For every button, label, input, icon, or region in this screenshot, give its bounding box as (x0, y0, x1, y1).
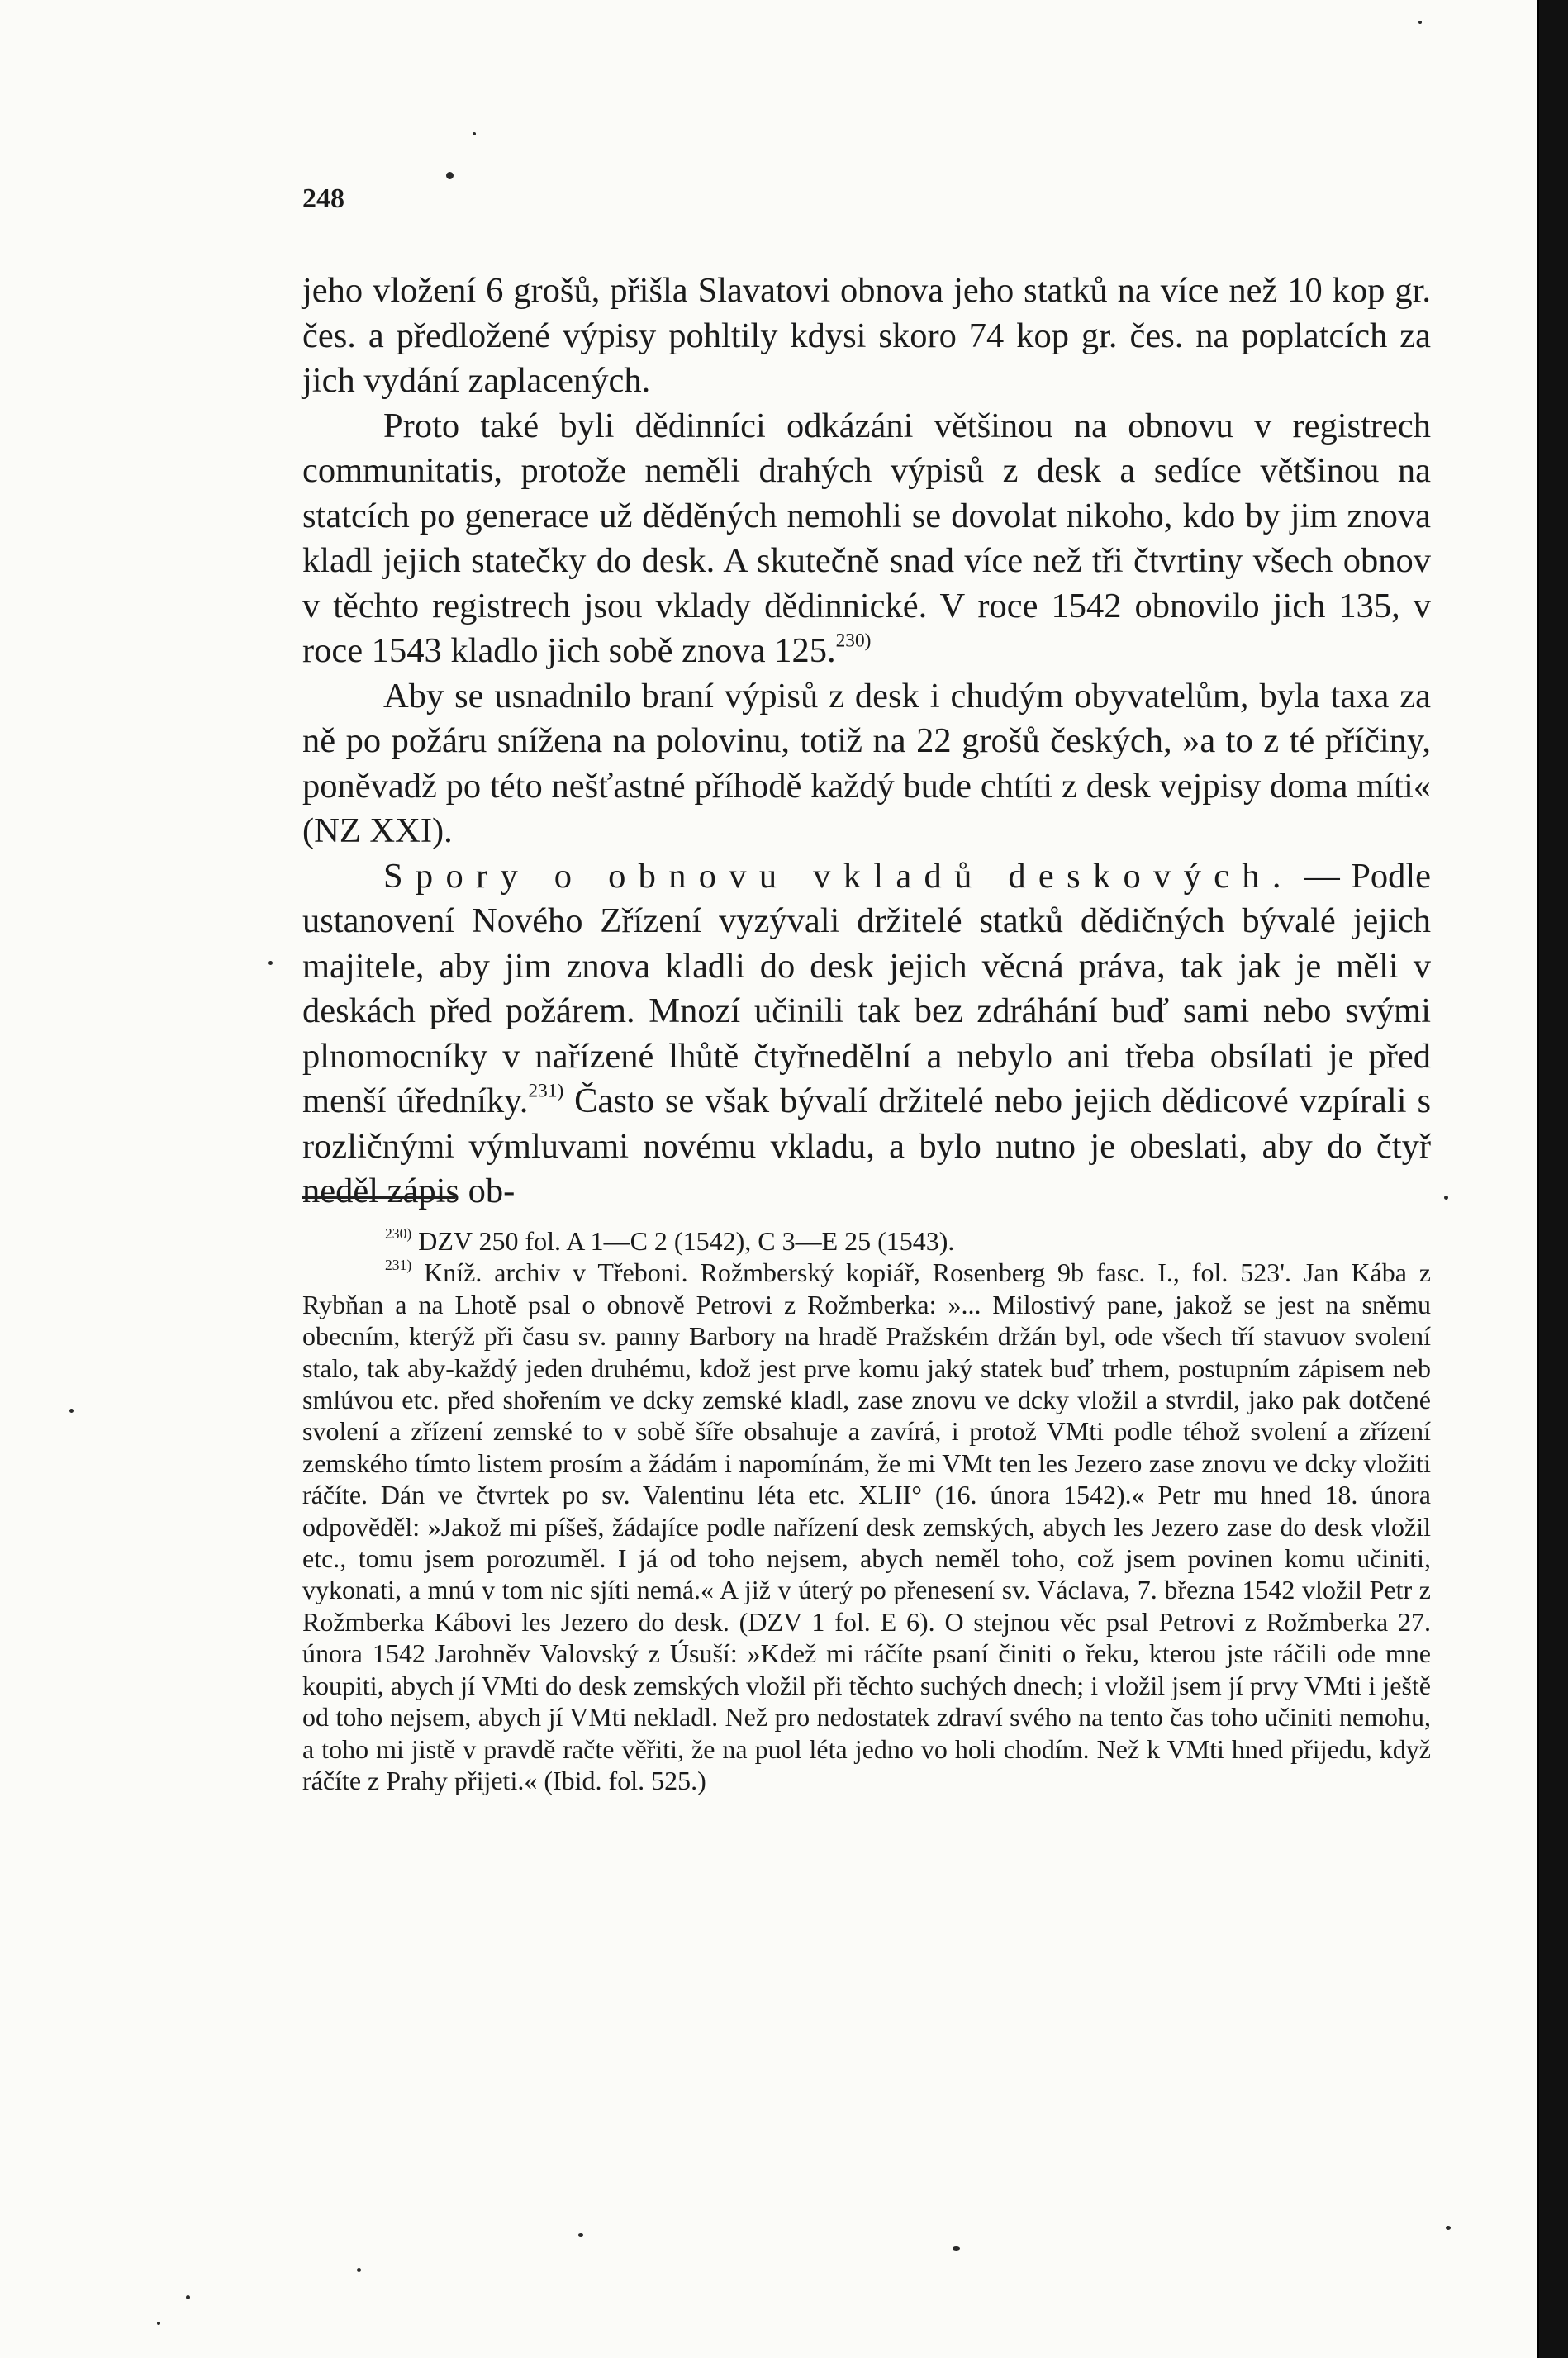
scan-speck (1418, 21, 1422, 24)
footnote-ref-230: 230) (835, 630, 872, 652)
scan-speck (578, 2233, 583, 2237)
scan-speck (268, 961, 273, 965)
footnotes (302, 1225, 1431, 1796)
footnote-231 (302, 1257, 1431, 1796)
footnote-230-marker: 230) (385, 1224, 412, 1242)
scan-speck (1446, 2226, 1451, 2230)
scan-speck (446, 172, 454, 179)
footnote-ref-230-number: 230 (835, 630, 865, 652)
footnote-231-marker: 231) (385, 1257, 412, 1274)
main-text (302, 269, 1431, 1215)
scan-speck (69, 1409, 74, 1413)
section-heading: Spory o obnovu vkladů deskových. (383, 856, 1294, 896)
paragraph-1: jeho vložení 6 grošů, přišla Slavatovi obnova jeho statků na více než 10 kop gr. čes. a předložené výpisy pohltily kdysi skoro 74 kop gr. čes. na poplatcích za jich vydání zaplacených. (302, 271, 1431, 400)
scan-speck (186, 2295, 190, 2299)
paragraph-2-text: Proto také byli dědinníci odkázáni většinou na obnovu v registrech communitatis, protože neměli drahých výpisů z desk a sedíce většinou na statcích po generace už děděných nemohli se dovolat nikoho, kdo by jim znova kladl jejich statečky do desk. A skutečně snad více než tři čtvrtiny všech obnov v těchto registrech jsou vklady dědinnické. V roce 1542 obnovilo jich 135, v roce 1543 kladlo jich sobě znova 125. (302, 406, 1431, 670)
paragraph-4-end: Často se však bývalí držitelé nebo jejich dědicové vzpírali s rozličnými výmluvami novému vkladu, a bylo nutno je obeslati, aby do čtyř neděl zápis ob- (302, 1082, 1431, 1210)
footnote-231-text: Kníž. archiv v Třeboni. Rožmberský kopiář, Rosenberg 9b fasc. I., fol. 523'. Jan Kába z Rybňan a na Lhotě psal o obnově Petrovi z Rožmberka: »... Milostivý pane, jakož se jest na sněmu obecním, kterýž při času sv. panny Barbory na hradě Pražském držán byl, ode všech tří stavuov svolení stalo, tak aby-každý jeden druhému, kdož jest prve komu jaký statek buď trhem, postupním zápisem neb smlúvou etc. před shořením ve dcky zemské kladl, zase znovu ve dcky vložil a stvrdil, jako pak dotčené svolení a zřízení zemské to v sobě šíře obsahuje a zavírá, i protož VMti podle téhož svolení a zřízení zemského tímto listem prosím a žádám i napomínám, že mi VMt ten les Jezero zase znovu ve dcky vložiti ráčíte. Dán ve čtvrtek po sv. Valentinu léta etc. XLII° (16. února 1542).« Petr mu hned 18. února odpověděl: »Jakož mi píšeš, žádajíce podle nařízení desk zemských, abych les Jezero zase do desk vložil etc., tomu jsem porozuměl. I já od toho nejsem, abych neměl toho, což jsem povinen komu učiniti, vykonati, a mnú v tom nic sjíti nemá.« A již v úterý po přenesení sv. Václava, 7. března 1542 vložil Petr z Rožmberka Kábovi les Jezero do desk. (DZV 1 fol. E 6). O stejnou věc psal Petrovi z Rožmberka 27. února 1542 Jarohněv Valovský z Úsuší: »Kdež mi ráčíte psaní činiti o řeku, kterou jste ráčili ode mne koupiti, abych jí VMti do desk zemských vložil při těchto suchých dnech; i vložil jsem jí prvy VMti i ještě od toho nejsem, abych jí VMti nekladl. Než pro nedostatek zdraví svého na tento čas toho učiniti nemohu, a toho mi jistě v pravdě račte věřiti, že na puol léta jedno vo holi chodím. Než k VMti hned přijedu, když ráčíte z Prahy přijeti.« (Ibid. fol. 525.) (302, 1257, 1431, 1795)
page-number: 248 (302, 183, 344, 214)
paragraph-4-text: — Podle ustanovení Nového Zřízení vyzývali držitelé statků dědičných bývalé jejich majitele, aby jim znova kladli do desk jejich věcná práva, tak jak je měli v deskách před požárem. Mnozí učinili tak bez zdráhání buď sami nebo svými plnomocníky v nařízené lhůtě čtyřnedělní a nebylo ani třeba obsílati je před menší úředníky. (302, 856, 1432, 1120)
footnote-230 (302, 1225, 1431, 1257)
paragraph-3: Aby se usnadnilo braní výpisů z desk i chudým obyvatelům, byla taxa za ně po požáru snížena na polovinu, totiž na 22 grošů českých, »a to z té příčiny, poněvadž po této nešťastné příhodě každý bude chtíti z desk vejpisy doma míti« (NZ XXI). (302, 676, 1431, 850)
paragraph-4 (302, 854, 1431, 1215)
footnote-ref-231-number: 231 (528, 1080, 558, 1102)
footnote-divider (302, 1196, 455, 1199)
footnote-ref-231: 231) (528, 1080, 564, 1102)
scan-speck (157, 2322, 160, 2325)
scan-speck (1444, 1196, 1448, 1200)
footnote-230-text: DZV 250 fol. A 1—C 2 (1542), C 3—E 25 (1543). (411, 1226, 955, 1256)
scan-speck (953, 2246, 960, 2251)
footnote-231-marker-number: 231 (385, 1257, 407, 1274)
paragraph-2 (302, 404, 1431, 674)
scan-speck (473, 132, 476, 135)
footnote-230-marker-number: 230 (385, 1224, 407, 1242)
scan-speck (357, 2268, 361, 2272)
